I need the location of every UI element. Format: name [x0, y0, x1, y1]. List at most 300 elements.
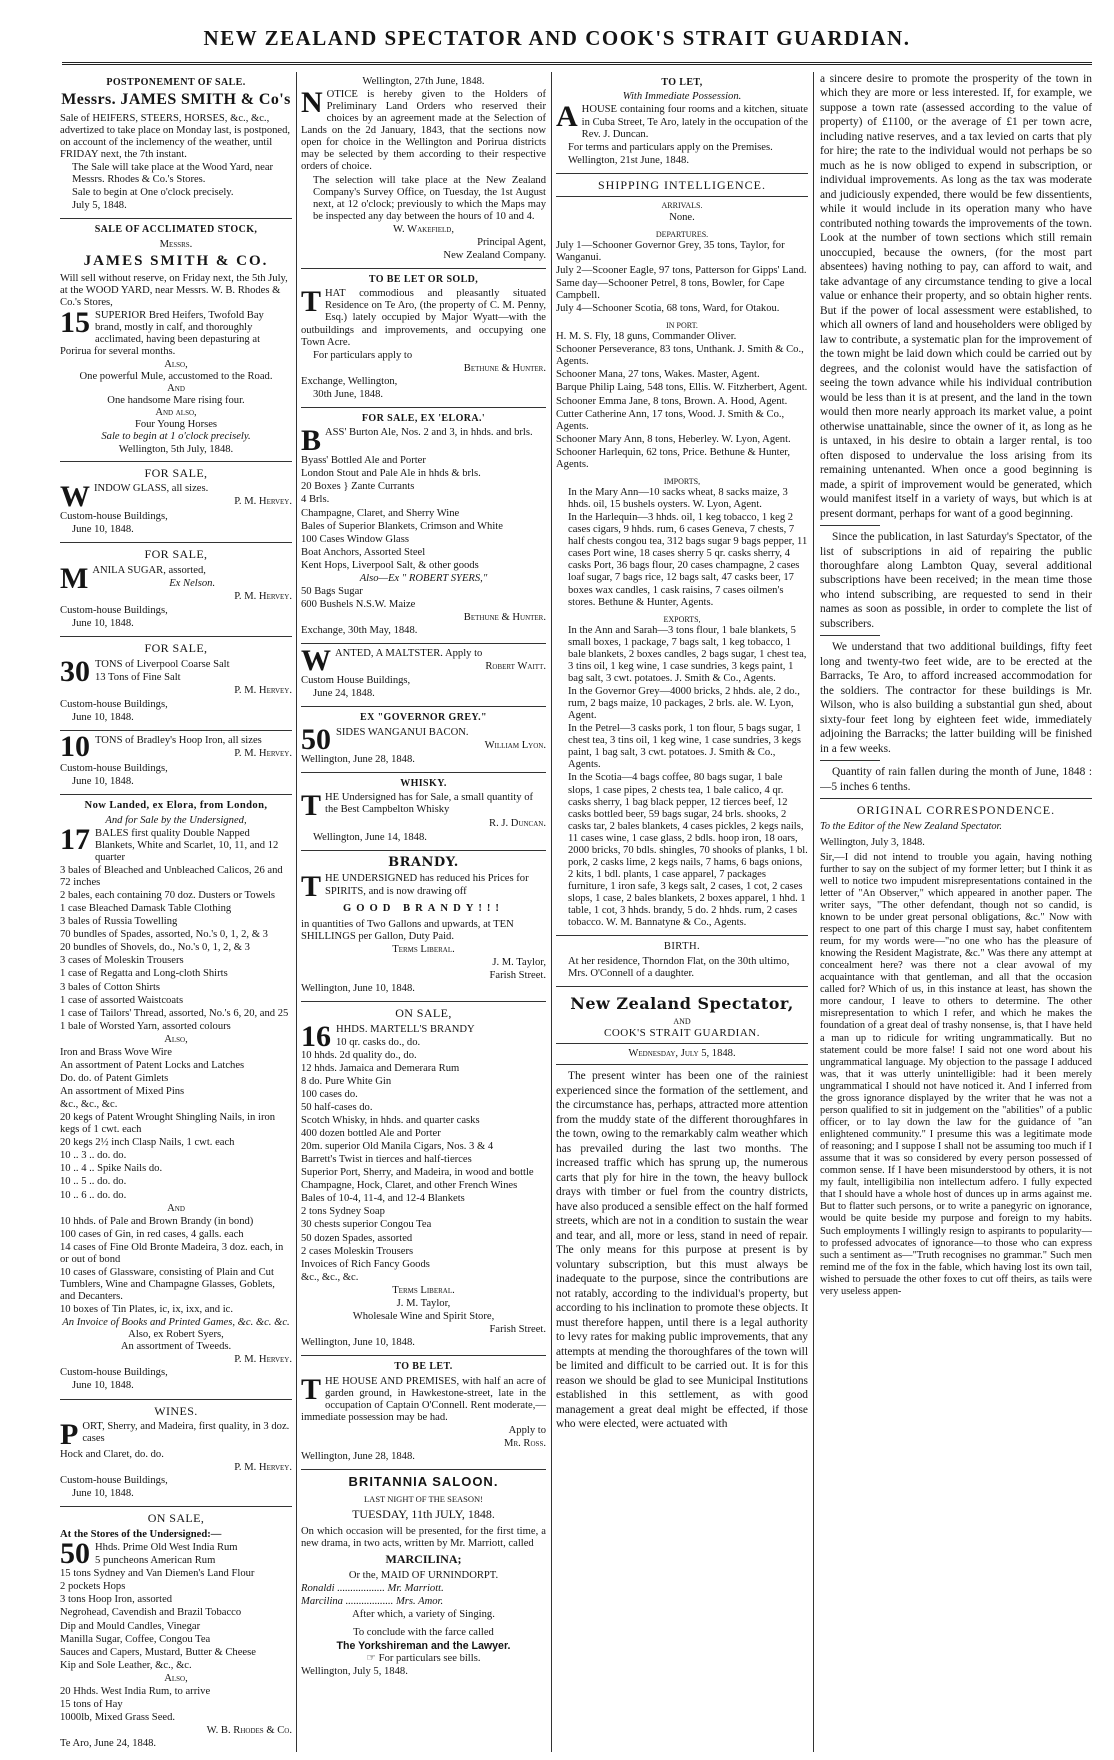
- advert-body: The selection will take place at the New Zealand Company's Survey Office, on Tuesday, the 1st August next, at 12 o'clock; previously to which the Maps may be inspected any day between the hours of 10 and 4.: [313, 174, 546, 222]
- list-item: 50 dozen Spades, assorted: [301, 1232, 413, 1244]
- masthead: [0, 0, 1114, 60]
- list-item: Schooner Mary Ann, 8 tons, Heberley. W. Lyon, Agent.: [556, 433, 791, 445]
- list-item: 12 hhds. Jamaica and Demerara Rum: [301, 1062, 460, 1074]
- list-item: 14 cases of Fine Old Bronte Madeira, 3 doz. each, in or out of bond: [60, 1241, 284, 1265]
- advert-body: HE HOUSE AND PREMISES, with half an acre of garden ground, in Hawkestone-street, late in the occupation of Captain O'Connell. Rent moderate,—immediate possession may be had.: [301, 1375, 546, 1423]
- goods-list: [60, 1216, 292, 1317]
- advert-number: 10: [60, 730, 90, 764]
- advert-postponement: [60, 72, 292, 219]
- news-barracks: We understand that two additional buildings, fifty feet long and twenty-two feet wide, are to be erected at the Barracks, Te Aro, to afford increased accommodation for the soldiers. The contractor for these buildings is Mr. Wilson, who is also building a substantial gun shed, about sixty-four feet long by eighteen feet wide, immediately adjoining the Barracks; the latter building will be finished in a few weeks.: [820, 641, 1092, 755]
- list-item: 10 qr. casks do., do.: [336, 1036, 421, 1048]
- list-item: Superior Port, Sherry, and Madeira, in wood and bottle: [301, 1167, 534, 1179]
- advert-heading: FOR SALE,: [144, 465, 208, 480]
- drop-cap: N: [301, 86, 323, 120]
- advert-address: Custom-house Buildings,: [60, 605, 168, 617]
- advert-body: Sale to begin at One o'clock precisely.: [72, 187, 234, 198]
- subsection-heading: IN PORT.: [666, 321, 698, 331]
- advert-body: HE Undersigned has for Sale, a small quantity of the Best Campbelton Whisky: [325, 792, 534, 816]
- birth-text: At her residence, Thorndon Flat, on the 30th ultimo, Mrs. O'Connell of a daughter.: [568, 956, 790, 980]
- list-item: Sauces and Capers, Mustard, Butter & Cheese: [60, 1646, 256, 1658]
- advert-date: Wellington, June 14, 1848.: [313, 831, 427, 843]
- list-item: Do. do. of Patent Gimlets: [60, 1072, 169, 1084]
- advert-martells-brandy: [301, 1002, 546, 1356]
- goods-list: [301, 1037, 546, 1284]
- advert-signature: P. M. Hervey.: [234, 748, 292, 760]
- editorial-continued: a sincere desire to promote the prosperity of the town in which they are more or less interested. If, for example, we suppose a town rate (assessed according to the value of property) of £1100, or the average of £1 per town acre, including native reserves, and a tax levied on carts that ply for hire; the rate to the individual would not perhaps be so much as he is now obliged to expend in subscription, or individual improvements. As long as the tax was moderate and judiciously expended, there would be few dissentients, while it would include in its operation many who have contributed nothing towards the improvements of the town. Look at the number of town sections which still remain unoccupied, because the owners, (for the most part absentees) having nothing to pay, can afford to wait, and take advantage of any circumstance tending to give a local value or enhance their property, and so obtain higher rents. But if the power of local assessment were established, to which all owners of land and householders were obliged by law to contribute, a systematic plan for the improvement of the town might be laid down which could be carried out by degrees, and the colonist would have the satisfaction of seeing the town advance while his individual contribution would be less than it is at present, and the land in the town would then more nearly approach its market value, a point otherwise unattainable, since the owner of it, as long as he is untaxed, in his desire to obtain a larger rental, is too often disposed to undervalue the loss arising from its remaining untenanted. When once a good beginning is made, a spirit of improvement would be generated, which would manifest itself in a variety of ways, but which is at present dormant, perhaps for want of a good beginning.: [820, 73, 1092, 520]
- advert-date: Te Aro, June 24, 1848.: [60, 1738, 157, 1750]
- advert-date: Wellington, June 28, 1848.: [301, 1450, 415, 1462]
- advert-signature: W. B. Rhodes & Co.: [206, 1725, 292, 1737]
- advert-body: TONS of Liverpool Coarse Salt: [95, 659, 230, 671]
- advert-wanted-maltster: [301, 644, 546, 707]
- advert-text: Sale to begin at 1 o'clock precisely.: [101, 431, 251, 443]
- goods-list: [60, 1047, 292, 1202]
- in-port-list: [556, 331, 808, 471]
- list-item: 20 bundles of Shovels, do., No.'s 0, 1, 2, & 3: [60, 942, 250, 954]
- list-item: 1 case of Tailors' Thread, assorted, No.'s 6, 20, and 25: [60, 1007, 289, 1019]
- advert-text: For particulars see bills.: [378, 1653, 481, 1665]
- list-item: Negrohead, Cavendish and Brazil Tobacco: [60, 1607, 242, 1619]
- list-item: July 2—Scooner Eagle, 97 tons, Patterson for Gipps' Land.: [556, 264, 807, 276]
- list-item: 20 kegs of Patent Wrought Shingling Nails, in iron kegs of 1 cwt. each: [60, 1112, 276, 1136]
- list-item: Schooner Emma Jane, 8 tons, Brown. A. Hood, Agent.: [556, 395, 788, 407]
- correspondence-date: Wellington, July 3, 1848.: [820, 836, 925, 848]
- list-item: BALES first quality Double Napped Blankets, White and Scarlet, 10, 11, and 12 quarter: [95, 827, 279, 863]
- arrivals-none: None.: [669, 211, 695, 223]
- advert-text: TUESDAY, 11th JULY, 1848.: [352, 1507, 495, 1522]
- advert-to-let: [556, 72, 808, 174]
- advert-body: in quantities of Two Gallons and upwards, at TEN SHILLINGS per Gallon, Duty Paid.: [301, 918, 514, 942]
- list-item: 2 bales, each containing 70 doz. Dusters or Towels: [60, 890, 276, 902]
- drop-cap: P: [60, 1418, 79, 1452]
- advert-heading: ON SALE,: [395, 1005, 452, 1020]
- list-item: Dip and Mould Candles, Vinegar: [60, 1620, 201, 1632]
- advert-body: On which occasion will be presented, for the first time, a new drama, in two acts, written by Mr. Marriott, called: [301, 1526, 546, 1550]
- advert-text: Or the, MAID OF URNINDORPT.: [348, 1569, 499, 1581]
- birth-notice: [556, 936, 808, 987]
- advert-text: Ex Nelson.: [169, 578, 216, 590]
- advert-brandy: [301, 851, 546, 1002]
- advert-date: Wellington, 27th June, 1848.: [362, 76, 485, 87]
- advert-subheading: At the Stores of the Undersigned:—: [60, 1529, 222, 1541]
- list-item: July 1—Schooner Governor Grey, 35 tons, Taylor, for Wanganui.: [556, 239, 785, 263]
- list-item: Kip and Sole Leather, &c., &c.: [60, 1659, 192, 1671]
- advert-heading: POSTPONEMENT OF SALE.: [106, 77, 246, 88]
- advert-body: INDOW GLASS, all sizes.: [94, 483, 209, 495]
- advert-to-be-let: [301, 1356, 546, 1470]
- list-item: 100 cases do.: [301, 1088, 358, 1100]
- list-item: Boat Anchors, Assorted Steel: [301, 546, 426, 558]
- list-item: 3 bales of Cotton Shirts: [60, 981, 161, 993]
- drop-cap: B: [301, 424, 322, 458]
- advert-signature: P. M. Hervey.: [234, 685, 292, 697]
- advert-date: June 10, 1848.: [72, 524, 134, 536]
- advert-body: SUPERIOR Bred Heifers, Twofold Bay brand, mostly in calf, and thoroughly acclimated, having been depasturing at Porirua for several months.: [60, 309, 264, 358]
- advert-body: Will sell without reserve, on Friday next, the 5th July, at the WOOD YARD, near Messrs. W. B. Rhodes & Co.'s Stores,: [60, 272, 288, 308]
- advert-whisky: [301, 773, 546, 851]
- advert-date: Wellington, 21st June, 1848.: [568, 154, 689, 166]
- list-item: Iron and Brass Wove Wire: [60, 1046, 172, 1058]
- correspondence-address: To the Editor of the New Zealand Spectator.: [820, 821, 1003, 833]
- advert-governor-grey: [301, 707, 546, 773]
- list-item: 10 .. 5 .. do. do.: [60, 1176, 127, 1188]
- goods-list: [60, 1537, 292, 1672]
- goods-list: [60, 1686, 292, 1724]
- advert-address: Custom-house Buildings,: [60, 1367, 168, 1379]
- advert-acclimated-stock: [60, 219, 292, 461]
- play-title: MARCILINA;: [385, 1552, 462, 1567]
- advert-signature: P. M. Hervey.: [234, 591, 292, 603]
- advert-salt: [60, 637, 292, 731]
- advert-wines: [60, 1400, 292, 1508]
- editorial: [556, 987, 808, 1437]
- advert-signature: Bethune & Hunter.: [463, 612, 546, 624]
- subsection-heading: IMPORTS,: [663, 476, 701, 486]
- section-heading: SHIPPING INTELLIGENCE.: [598, 177, 766, 192]
- list-item: London Stout and Pale Ale in hhds & brls.: [301, 468, 481, 480]
- advert-date: June 10, 1848.: [72, 1488, 134, 1500]
- advert-number: 17: [60, 822, 90, 856]
- news-rainfall: Quantity of rain fallen during the month of June, 1848 :—5 inches 6 tenths.: [820, 766, 1092, 793]
- list-item: 1000lb, Mixed Grass Seed.: [60, 1711, 176, 1723]
- correspondence-heading: ORIGINAL CORRESPONDENCE.: [856, 803, 1056, 818]
- advert-heading: TO BE LET.: [394, 1361, 453, 1373]
- list-item: 8 do. Pure White Gin: [301, 1075, 392, 1087]
- advert-date: June 24, 1848.: [313, 688, 375, 700]
- list-item: 3 cases of Moleskin Trousers: [60, 955, 184, 967]
- advert-signature: Robert Waitt.: [485, 661, 546, 673]
- advert-heading: Now Landed, ex Elora, from London,: [84, 799, 268, 811]
- advert-text: Also,: [164, 1672, 188, 1684]
- column-rule: [296, 72, 297, 1752]
- advert-text: LAST NIGHT OF THE SEASON!: [363, 1493, 483, 1504]
- advert-text: One handsome Mare rising four.: [107, 395, 245, 407]
- list-item: In the Governor Grey—4000 bricks, 2 hhds. ale, 2 do., rum, 2 bags maize, 10 packages, 2 brls. ale. W. Lyon, Agent.: [568, 686, 800, 722]
- list-item: 10 hhds. 2d quality do., do.: [301, 1049, 417, 1061]
- advert-heading: BRANDY.: [388, 854, 459, 870]
- column-rule: [551, 72, 552, 1752]
- list-item: 2 pockets Hops: [60, 1581, 126, 1593]
- list-item: Schooner Perseverance, 83 tons, Unthank. J. Smith & Co., Agents.: [556, 344, 804, 368]
- advert-number: 16: [301, 1019, 331, 1053]
- advert-body: SIDES WANGANUI BACON.: [336, 726, 469, 738]
- shipping-intelligence: [556, 174, 808, 937]
- advert-date: June 10, 1848.: [72, 712, 134, 724]
- advert-subheading: With Immediate Possession.: [622, 91, 742, 103]
- advert-to-be-let-or-sold: [301, 269, 546, 408]
- advert-text: New Zealand Company.: [443, 249, 546, 261]
- advert-date: Wellington, June 10, 1848.: [301, 982, 415, 994]
- advert-text: Also, ex Robert Syers,: [128, 1329, 224, 1341]
- list-item: Byass' Bottled Ale and Porter: [301, 455, 426, 467]
- correspondence-letter: Sir,—I did not intend to trouble you again, having nothing further to say on the subject of my former letter; but I think it as well to notice two impudent misrepresentations contained in the letter of "An Observer," which appeared in another paper. The writer says, "The other defendant, though not so candid, is known to be under great personal obligations, &c." Now with respect to one part of this charge I must say, habet confitentem reum, for my words were—"no one who has the pleasure of knowing the Resident Magistrate, &c." Was there any attempt at concealment here? was there not a clear avowal of my acquaintance with that gentleman, and all that the occasion called for? Which of us, in this instance at least, has shown the more candour, I leave to others to determine. The other misrepresentation to which I refer, and which he makes the foundation of a great deal of trashy nonsense, is, that I have held a man up to ridicule for writing ungrammatically. But no statement could be more false! I said not one word about his ungrammatical language. My objection to the passage I adduced was, that it was utterly unintelligible: had it been merely ungrammatical I should not have noticed it. And I inferred from the gross ignorance displayed by the writer that he was not a person qualified to sit in judgement on the "abilities" of a public officer, or to lay down the law for the guidance of "an enlightened community." I presume this was a legitimate mode of reasoning; and I suppose I shall not be assuming too much if I assume that it was so considered by every person possessed of common sense. If I have been misunderstood by others, it is not my fault, intelligibilia non intellectum adfero. I fully expected that I should have a whole host of dunces up in arms against me. But to flatter such persons, or to write a panegyric on ignorance, would be quite beside my purpose and foreign to my habits. Such employments I willingly resign to aspirants to popularity—to professed advocates of ignorance—to those who can express such a sentiment as—"Truth recognises no grammar." Such men remind me of the fox in the fable, which having lost its own tail, wished to persuade the other foxes to cut off theirs, as tails were very useless appen-: [820, 851, 1092, 1297]
- advert-body: ANTED, A MALTSTER. Apply to: [335, 648, 483, 660]
- advert-text: An assortment of Tweeds.: [120, 1341, 232, 1353]
- list-item: July 4—Schooner Scotia, 68 tons, Ward, for Otakou.: [556, 303, 780, 315]
- list-item: In the Harlequin—3 hhds. oil, 1 keg tobacco, 1 keg 2 cases cigars, 9 hhds. rum, 6 cases Geneva, 7 chests, 7 half chests congou tea, 312 bags sugar 9 bags pepper, 11 cases Port wine, 18 cases sherry 5 qr. casks sherry, 4 casks Port, 36 bags flour, 20 cases champagne, 2 cases loaf sugar, 7 bags rice, 12 bags salt, 47 casks beer, 17 boxes wax candles, 1 cask raisins, 7 cases oilmen's stores. Bethune & Hunter, Agents.: [568, 512, 808, 608]
- column-3: [556, 72, 808, 1752]
- list-item: 2 tons Sydney Soap: [301, 1206, 385, 1218]
- goods-list: [301, 455, 546, 572]
- advert-body: ANILA SUGAR, assorted,: [92, 565, 206, 577]
- advert-body: 13 Tons of Fine Salt: [95, 672, 181, 684]
- list-item: 1 case of Regatta and Long-cloth Shirts: [60, 968, 228, 980]
- advert-text: And: [167, 1202, 185, 1214]
- list-item: H. M. S. Fly, 18 guns, Commander Oliver.: [556, 331, 737, 343]
- list-item: 1 case Bleached Damask Table Clothing: [60, 903, 232, 915]
- newspaper-title: NEW ZEALAND SPECTATOR AND COOK'S STRAIT GUARDIAN.: [203, 26, 911, 50]
- list-item: 100 cases of Gin, in red cases, 4 galls. each: [60, 1228, 244, 1240]
- advert-signature: J. M. Taylor,: [396, 1297, 451, 1309]
- advert-number: 50: [60, 1537, 90, 1571]
- drop-cap: W: [60, 480, 90, 514]
- drop-cap: T: [301, 1372, 322, 1406]
- advert-number: 30: [60, 655, 90, 689]
- list-item: Invoices of Rich Fancy Goods: [301, 1258, 430, 1270]
- list-item: Same day—Schooner Petrel, 8 tons, Bowler, for Cape Campbell.: [556, 277, 785, 301]
- column-4: [820, 72, 1092, 1752]
- advert-text: Also,: [164, 359, 188, 371]
- advert-signature: P. M. Hervey.: [234, 1354, 292, 1366]
- advert-body: TONS of Bradley's Hoop Iron, all sizes: [95, 735, 262, 747]
- list-item: 20m. superior Old Manila Cigars, Nos. 3 & 4: [301, 1141, 494, 1153]
- list-item: In the Mary Ann—10 sacks wheat, 8 sacks maize, 3 hhds. oil, 15 bushels oysters. W. Lyon, Agent.: [568, 487, 788, 511]
- advert-text: Terms Liberal.: [392, 943, 455, 955]
- list-item: 50 half-cases do.: [301, 1101, 373, 1113]
- advert-text: And: [167, 383, 185, 395]
- editorial-date: Wednesday, July 5, 1848.: [628, 1048, 736, 1060]
- advert-subheading: And for Sale by the Undersigned,: [105, 814, 247, 826]
- list-item: Scotch Whisky, in hhds. and quarter casks: [301, 1114, 480, 1126]
- column-2: [301, 72, 546, 1752]
- advert-body: HHDS. MARTELL'S BRANDY: [336, 1023, 475, 1035]
- pointing-hand-icon: ☞: [366, 1653, 379, 1665]
- list-item: Barrett's Twist in tierces and half-tierces: [301, 1154, 472, 1166]
- subsection-heading: ARRIVALS.: [661, 201, 703, 211]
- advert-body: The Sale will take place at the Wood Yard, near Messrs. Rhodes & Co.'s Stores.: [72, 161, 274, 185]
- advert-signature: Mr. Ross.: [504, 1437, 546, 1449]
- advert-signature: Bethune & Hunter.: [463, 362, 546, 374]
- section-heading: BIRTH.: [663, 941, 701, 953]
- advert-signature: William Lyon.: [484, 739, 546, 751]
- list-item: 20 Hhds. West India Rum, to arrive: [60, 1685, 211, 1697]
- drop-cap: W: [301, 644, 331, 678]
- advert-text: Terms Liberal.: [392, 1284, 455, 1296]
- list-item: 50 Bags Sugar: [301, 585, 363, 597]
- advert-text: Principal Agent,: [477, 236, 546, 248]
- list-item: 10 hhds. of Pale and Brown Brandy (in bond): [60, 1215, 254, 1227]
- goods-list: [301, 586, 546, 611]
- advert-date: Wellington, July 5, 1848.: [301, 1666, 408, 1678]
- advert-signature: R. J. Duncan.: [489, 817, 546, 829]
- list-item: In the Ann and Sarah—3 tons flour, 1 bale blankets, 5 small boxes, 1 package, 7 bags salt, 1 keg tobacco, 1 bale blankets, 2 boxes candles, 2 bags sugar, 1 chest tea, 3 tins oil, 1 keg wine, 1 case sundries, 3 kegs paint, 1 bag salt, 3 cwt. potatoes. J. Smith & Co., Agents.: [568, 624, 807, 684]
- drop-cap: T: [301, 285, 322, 319]
- advert-manila-sugar: [60, 543, 292, 637]
- advert-date: 30th June, 1848.: [313, 388, 384, 400]
- advert-hoop-iron: [60, 731, 292, 794]
- advert-text: To conclude with the farce called: [353, 1627, 494, 1639]
- advert-body: Hock and Claret, do. do.: [60, 1449, 164, 1461]
- advert-body: For terms and particulars apply on the Premises.: [568, 141, 773, 153]
- advert-text: Wholesale Wine and Spirit Store,: [352, 1310, 495, 1322]
- advert-name: Messrs. JAMES SMITH & Co's: [61, 91, 291, 109]
- goods-list: [60, 822, 292, 1033]
- list-item: 3 tons Hoop Iron, assorted: [60, 1594, 173, 1606]
- paper-title: New Zealand Spectator,: [570, 994, 794, 1014]
- advert-address: Custom-house Buildings,: [60, 762, 168, 774]
- advert-text: Farish Street.: [489, 1323, 546, 1335]
- list-item: 15 tons Sydney and Van Diemen's Land Flour: [60, 1568, 255, 1580]
- list-item: 1 bale of Worsted Yarn, assorted colours: [60, 1020, 231, 1032]
- list-item: Champagne, Claret, and Sherry Wine: [301, 507, 460, 519]
- advert-address: Custom-house Buildings,: [60, 1475, 168, 1487]
- editorial-text: The present winter has been one of the rainiest experienced since the formation of the settlement, and the circumstance has, perhaps, attracted more attention from the muddy state of the different thoroughfares in the town, owing to the remarkably calm weather which has prevailed during the last two months. The increased traffic which has sprung up, the numerous carts that ply for hire in the town, the heavy bullock drays with timber or fuel from the country districts, have also produced a sensible effect on the half formed streets, which are not in a condition to sustain the wear and tear, and all, more or less, stand in need of repair. The only means for this purpose at present is by voluntary subscription, but this must always be inadequate to the purpose, since the contributions are not ratably, according to the individual's property, but according to his inclination to promote these objects. It must therefore happen, until there is a legal authority to levy rates for making public improvements, that any attempts at mending the thoroughfares of the town will be limited and difficult to be carried out. It is for this reason we should be glad to see Municipal Institutions established in this settlement, as with good management a great deal might be effected, if those who were elected, were actuated with: [556, 1070, 808, 1431]
- advert-heading: FOR SALE,: [144, 547, 208, 562]
- list-item: 4 Brls.: [301, 494, 330, 506]
- list-item: 100 Cases Window Glass: [301, 533, 409, 545]
- list-item: Hhds. Prime Old West India Rum: [95, 1542, 238, 1554]
- column-rule: [813, 72, 814, 1752]
- advert-heading: WINES.: [154, 1403, 198, 1418]
- advert-body: HAT commodious and pleasantly situated Residence on Te Aro, (the property of C. M. Penny, Esq.) lately occupied by Major Wyatt—with the outbuildings and improvements, and occupying one Town Acre.: [301, 288, 546, 348]
- advert-date: June 10, 1848.: [72, 618, 134, 630]
- advert-address: Exchange, Wellington,: [301, 375, 398, 387]
- list-item: 3 bales of Bleached and Unbleached Calicos, 26 and 72 inches: [60, 864, 283, 888]
- farce-title: The Yorkshireman and the Lawyer.: [336, 1640, 511, 1653]
- advert-heading: FOR SALE, EX 'ELORA.': [361, 412, 486, 424]
- advert-address: Custom-house Buildings,: [60, 511, 168, 523]
- advert-name: JAMES SMITH & CO.: [83, 252, 269, 269]
- subsection-heading: DEPARTURES.: [655, 229, 709, 239]
- paper-title-and: AND: [673, 1016, 691, 1026]
- advert-signature: W. Wakefield,: [393, 223, 454, 235]
- list-item: 20 Boxes } Zante Currants: [301, 481, 415, 493]
- advert-text: Also,: [164, 1033, 188, 1045]
- advert-heading: WHISKY.: [400, 777, 447, 789]
- list-item: 2 cases Moleskin Trousers: [301, 1245, 414, 1257]
- list-item: Bales of Superior Blankets, Crimson and White: [301, 520, 503, 532]
- advert-body: For particulars apply to: [313, 349, 413, 361]
- advert-body: ORT, Sherry, and Madeira, first quality, in 3 doz. cases: [82, 1421, 290, 1445]
- drop-cap: A: [556, 100, 578, 134]
- list-item: 600 Bushels N.S.W. Maize: [301, 598, 416, 610]
- list-item: Kent Hops, Liverpool Salt, & other goods: [301, 559, 479, 571]
- list-item: Barque Philip Laing, 548 tons, Ellis. W. Fitzherbert, Agent.: [556, 382, 808, 394]
- paper-subtitle: COOK'S STRAIT GUARDIAN.: [604, 1026, 760, 1039]
- advert-heading: TO BE LET OR SOLD,: [368, 273, 479, 285]
- exports-list: [556, 625, 808, 930]
- advert-number: 50: [301, 722, 331, 756]
- list-item: &c., &c., &c.: [301, 1271, 359, 1283]
- advert-heading: BRITANNIA SALOON.: [348, 1473, 499, 1489]
- advert-signature: P. M. Hervey.: [234, 496, 292, 508]
- list-item: In the Petrel—3 casks pork, 1 ton flour, 5 bags sugar, 1 chest tea, 3 tins oil, 1 keg wine, 1 case sundries, 3 kegs paint, 1 bag salt, 3 cwt. potatoes. J. Smith & Co., Agents.: [568, 723, 802, 771]
- list-item: 10 boxes of Tin Plates, ic, ix, ixx, and ic.: [60, 1304, 234, 1316]
- advert-text: After which, a variety of Singing.: [352, 1609, 495, 1621]
- advert-heading: EX "GOVERNOR GREY.": [360, 712, 487, 724]
- list-item: Champagne, Hock, Claret, and other French Wines: [301, 1180, 518, 1192]
- advert-text: Farish Street.: [489, 969, 546, 981]
- list-item: 70 bundles of Spades, assorted, No.'s 0, 1, 2, & 3: [60, 929, 268, 941]
- advert-date: June 10, 1848.: [72, 775, 134, 787]
- advert-window-glass: [60, 462, 292, 544]
- advert-text: Four Young Horses: [134, 419, 218, 431]
- advert-text: One powerful Mule, accustomed to the Road.: [79, 371, 273, 383]
- list-item: An assortment of Mixed Pins: [60, 1086, 185, 1097]
- advert-date: Exchange, 30th May, 1848.: [301, 625, 418, 637]
- list-item: 5 puncheons American Rum: [95, 1555, 216, 1567]
- advert-date: Wellington, 5th July, 1848.: [118, 443, 234, 455]
- advert-date: Wellington, June 28, 1848.: [301, 753, 415, 765]
- list-item: 1 case of assorted Waistcoats: [60, 994, 184, 1006]
- cast-line: Ronaldi .................. Mr. Marriott.: [301, 1582, 444, 1594]
- advert-heading: TO LET,: [661, 77, 703, 88]
- list-item: Schooner Mana, 27 tons, Wakes. Master, Agent.: [556, 369, 760, 381]
- advert-body: OTICE is hereby given to the Holders of Preliminary Land Orders who reserved their choices by an agreement made at the Selection of Lands on the 2d January, 1843, that the sections now open for choice in the Wellington and Porirua districts may be selected by them according to their respective orders of choice.: [301, 89, 546, 173]
- advert-text: And also,: [155, 407, 197, 419]
- list-item: 10 .. 4 .. Spike Nails do.: [60, 1163, 163, 1175]
- imports-list: [556, 487, 808, 609]
- advert-signature: P. M. Hervey.: [234, 1462, 292, 1474]
- departures-list: [556, 240, 808, 315]
- advert-ex-elora: [301, 408, 546, 644]
- list-item: 3 bales of Russia Towelling: [60, 916, 178, 928]
- advert-number: 15: [60, 305, 90, 339]
- advert-date: Wellington, June 10, 1848.: [301, 1337, 415, 1349]
- advert-elora-goods: [60, 795, 292, 1400]
- advert-heading: ON SALE,: [147, 1511, 205, 1526]
- list-item: In the Scotia—4 bags coffee, 80 bags sugar, 1 bale slops, 1 case pipes, 2 chests tea, 1 bale calico, 4 qr. casks sherry, 1 bag black pepper, 12 tierces beef, 12 casks bottled beer, 59 bags sugar, 24 brls. shooks, 2 casks tar, 2 bales blankets, 4 cases pickles, 2 kegs nails, 11 cases wine, 1 case glass, 2 bdls. hoop iron, 18 oars, 2000 bricks, 70 bdls. shingles, 70 shooks of planks, 1 bl. pork, 2 casks lime, 2 kegs nails, 7 hams, 6 bags onions, 2 kits, 1 bdl. plants, 1 case apparel, 7 packages furniture, 1 iron safe, 3 kegs salt, 2 cases, 1 cot, 2 cases slops, 1 case, 2 bales blankets, 2 boxes apparel, 1 hhd. 1 table, 1 cot, 3 hhds. brandy, 5 do. 2 hhds. rum, 2 cases tobacco. W. M. Bannatyne & Co., Agents.: [568, 772, 808, 929]
- advert-heading: FOR SALE,: [144, 641, 208, 656]
- column-1: [60, 72, 292, 1752]
- advert-rhodes-stores: [60, 1507, 292, 1752]
- list-item: 20 kegs 2½ inch Clasp Nails, 1 cwt. each: [60, 1137, 235, 1149]
- advert-britannia-saloon: [301, 1470, 546, 1684]
- advert-date: June 10, 1848.: [72, 1380, 134, 1392]
- list-item: &c., &c., &c.: [60, 1099, 118, 1111]
- advert-text: Apply to: [508, 1424, 546, 1436]
- drop-cap: T: [301, 789, 322, 823]
- advert-body: HE UNDERSIGNED has reduced his Prices for SPIRITS, and is now drawing off: [325, 873, 529, 897]
- subsection-heading: EXPORTS,: [663, 614, 701, 624]
- drop-cap: M: [60, 562, 89, 596]
- list-item: Manilla Sugar, Coffee, Congou Tea: [60, 1633, 211, 1645]
- cast-line: Marcilina .................. Mrs. Amor.: [301, 1596, 444, 1608]
- advert-body: HOUSE containing four rooms and a kitchen, situate in Cuba Street, Te Aro, lately in the occupation of the Rev. J. Duncan.: [581, 104, 808, 140]
- list-item: 10 cases of Glassware, consisting of Plain and Cut Tumblers, Wine and Champagne Glasses, Goblets, and Decanters.: [60, 1266, 275, 1302]
- advert-body: ASS' Burton Ale, Nos. 2 and 3, in hhds. and brls.: [325, 427, 533, 439]
- list-item: An assortment of Patent Locks and Latches: [60, 1059, 245, 1071]
- list-item: Cutter Catherine Ann, 17 tons, Wood. J. Smith & Co., Agents.: [556, 408, 785, 432]
- list-item: 400 dozen bottled Ale and Porter: [301, 1128, 441, 1140]
- drop-cap: T: [301, 870, 322, 904]
- advert-body: Sale of HEIFERS, STEERS, HORSES, &c., &c., advertized to take place on Monday last, is postponed, on account of the inclemency of the weather, until FRIDAY next, the 7th instant.: [60, 112, 291, 160]
- notice-land-orders: [301, 72, 546, 269]
- advert-address: Custom House Buildings,: [301, 675, 411, 687]
- list-item: 10 .. 6 .. do. do.: [60, 1189, 127, 1201]
- list-item: 10 .. 3 .. do. do.: [60, 1150, 127, 1162]
- bills-line: [301, 1653, 546, 1665]
- advert-text: An Invoice of Books and Printed Games, &c. &c. &c.: [62, 1317, 290, 1329]
- news-subscriptions: Since the publication, in last Saturday's Spectator, of the list of subscriptions in aid of repairing the public thoroughfare along Lambton Quay, several additional subscriptions have been received; in the mean time those who intend subscribing, are requested to send in their names as soon as possible, in order to complete the list of subscribers.: [820, 531, 1092, 630]
- list-item: Bales of 10-4, 11-4, and 12-4 Blankets: [301, 1193, 465, 1205]
- advert-text: Also—Ex " ROBERT SYERS,": [359, 572, 488, 584]
- list-item: 30 chests superior Congou Tea: [301, 1219, 432, 1231]
- advert-date: July 5, 1848.: [72, 200, 127, 212]
- advert-address: Custom-house Buildings,: [60, 699, 168, 711]
- list-item: Schooner Harlequin, 62 tons, Price. Bethune & Hunter, Agents.: [556, 446, 791, 470]
- advert-heading: SALE OF ACCLIMATED STOCK,: [94, 224, 258, 236]
